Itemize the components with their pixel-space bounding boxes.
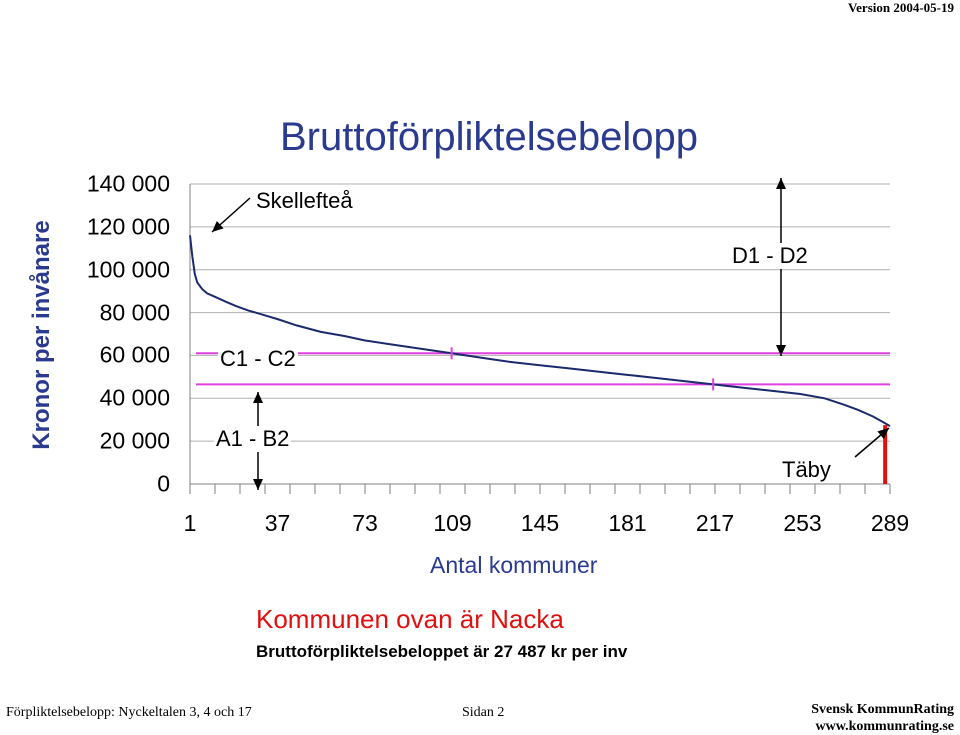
y-tick-label: 40 000 [99, 384, 170, 411]
footer-section-label: Förpliktelsebelopp: Nyckeltalen 3, 4 och 17 [6, 705, 252, 720]
x-tick-label: 145 [520, 510, 560, 536]
y-tick-label: 0 [157, 470, 170, 497]
x-tick-label: 289 [870, 510, 910, 536]
annotation-c1-c2: C1 - C2 [220, 346, 296, 371]
detail-text: Bruttoförpliktelsebeloppet är 27 487 kr per inv [256, 642, 628, 661]
arrow-a1b2-up-head [253, 392, 263, 403]
y-tick-label: 120 000 [86, 213, 170, 240]
arrow-d1d2-down-head [776, 345, 786, 356]
y-tick-label: 60 000 [99, 341, 170, 368]
x-tick-label: 73 [352, 510, 378, 536]
x-tick-label: 253 [783, 510, 822, 536]
annotation-arrows [212, 178, 889, 490]
chart-title: Bruttoförpliktelsebelopp [280, 115, 699, 159]
x-tick-label: 37 [264, 510, 291, 536]
y-tick-label: 20 000 [99, 427, 170, 454]
footer-brand: Svensk KommunRating [811, 702, 954, 717]
conclusion-text: Kommunen ovan är Nacka [256, 604, 564, 634]
x-axis-label: Antal kommuner [430, 552, 598, 578]
y-tick-label: 80 000 [99, 299, 170, 326]
x-tick-label: 109 [433, 510, 472, 536]
x-tick-label: 1 [183, 510, 197, 536]
annotation-d1-d2: D1 - D2 [732, 243, 808, 268]
annotation-a1-b2: A1 - B2 [216, 426, 290, 451]
y-tick-label: 100 000 [86, 256, 170, 283]
gridlines [190, 184, 890, 441]
y-axis-label: Kronor per invånare [28, 220, 55, 450]
x-tick-label: 217 [695, 510, 735, 536]
arrow-a1b2-down [253, 455, 263, 490]
reference-lines [196, 353, 890, 384]
y-tick-label: 140 000 [86, 170, 170, 197]
footer-url: www.kommunrating.se [815, 719, 954, 734]
version-label: Version 2004-05-19 [847, 0, 954, 15]
axes [190, 184, 890, 494]
annotation-skelleftea: Skellefteå [256, 188, 353, 213]
x-tick-label: 181 [608, 510, 647, 536]
annotation-taby: Täby [782, 457, 831, 482]
footer-page-number: Sidan 2 [462, 705, 505, 720]
